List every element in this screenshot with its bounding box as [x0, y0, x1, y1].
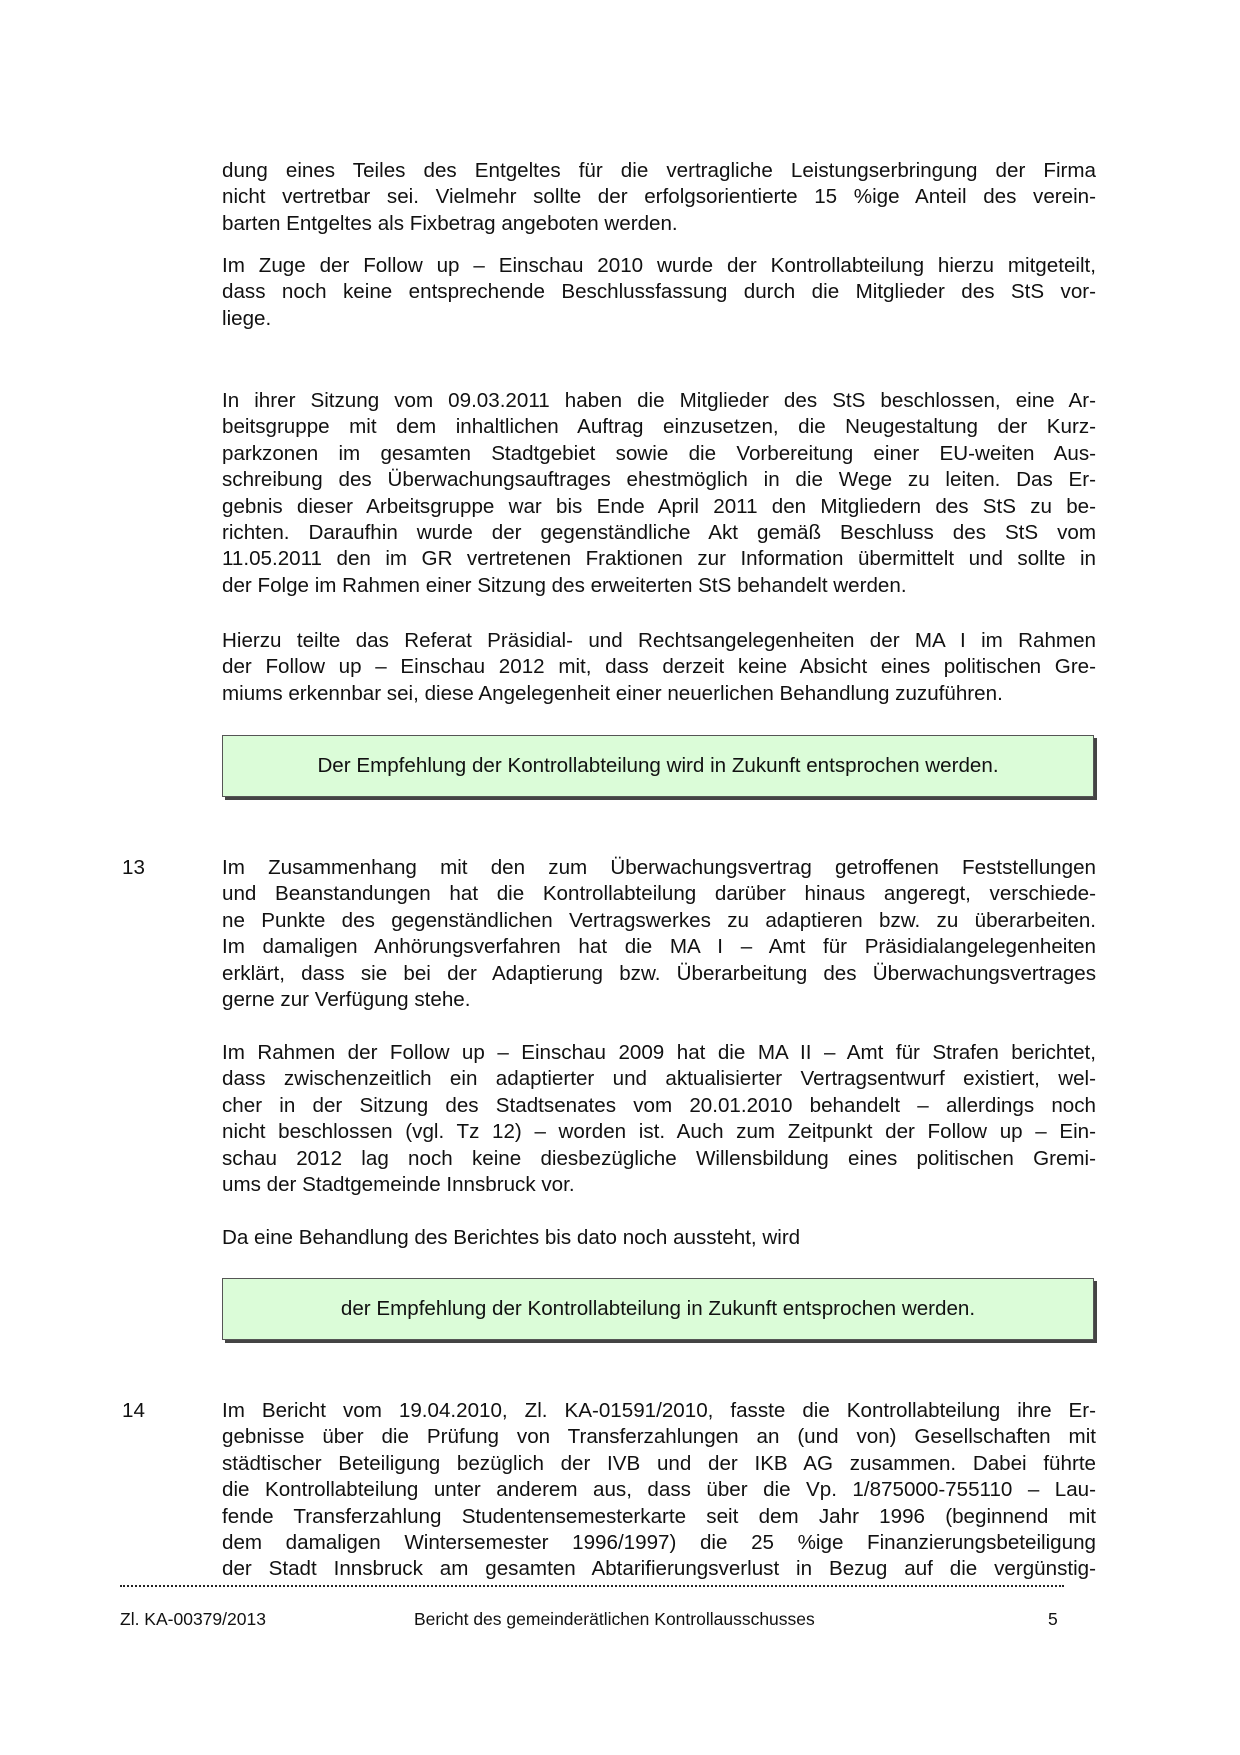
recommendation-box	[222, 1278, 1094, 1340]
text-line: gerne zur Verfügung stehe.	[222, 988, 471, 1012]
paragraph-sitzung-2011	[222, 388, 1096, 599]
text-line: dem damaligen Wintersemester 1996/1997) die 25 %ige Finanzierungsbeteiligung	[222, 1531, 1096, 1555]
text-line: fende Transferzahlung Studentensemesterkarte seit dem Jahr 1996 (beginnend mit	[222, 1504, 1096, 1528]
footer-reference: Zl. KA-00379/2013	[120, 1609, 266, 1629]
text-line: Im Rahmen der Follow up – Einschau 2009 hat die MA II – Amt für Strafen berichtet,	[222, 1041, 1096, 1064]
text-line: Im Zusammenhang mit den zum Überwachungsvertrag getroffenen Feststellungen	[222, 856, 1096, 879]
text-line: Im Bericht vom 19.04.2010, Zl. KA-01591/2010, fasste die Kontrollabteilung ihre Er-	[222, 1399, 1096, 1422]
text-line: städtischer Beteiligung bezüglich der IVB und der IKB AG zusammen. Dabei führte	[222, 1451, 1096, 1475]
text-line: schreibung des Überwachungsauftrages ehestmöglich in die Wege zu leiten. Das Er-	[222, 468, 1096, 492]
recommendation-text: Der Empfehlung der Kontrollabteilung wird in Zukunft entsprochen werden.	[317, 754, 999, 777]
paragraph-behandlung	[222, 1225, 1096, 1251]
text-line: Hierzu teilte das Referat Präsidial- und Rechtsangelegenheiten der MA I im Rahmen	[222, 629, 1096, 652]
page-number: 5	[1048, 1609, 1058, 1629]
text-line: richten. Daraufhin wurde der gegenständliche Akt gemäß Beschluss des StS vom	[222, 521, 1096, 545]
text-line: Im Zuge der Follow up – Einschau 2010 wurde der Kontrollabteilung hierzu mitgeteilt,	[222, 254, 1096, 277]
paragraph-follow-up-2010	[222, 253, 1096, 332]
text-line: nicht vertretbar sei. Vielmehr sollte der erfolgsorientierte 15 %ige Anteil des verein-	[222, 185, 1096, 209]
text-line: Im damaligen Anhörungsverfahren hat die MA I – Amt für Präsidialangelegenheiten	[222, 935, 1096, 959]
text-line: liege.	[222, 306, 272, 330]
section-number: 14	[122, 1399, 145, 1422]
paragraph-transferzahlungen	[222, 1398, 1096, 1583]
text-line: dung eines Teiles des Entgeltes für die vertragliche Leistungserbringung der Firma	[222, 159, 1096, 182]
recommendation-text: der Empfehlung der Kontrollabteilung in Zukunft entsprochen werden.	[340, 1297, 976, 1320]
text-line: ne Punkte des gegenständlichen Vertragswerkes zu adaptieren bzw. zu überarbeiten.	[222, 908, 1096, 932]
footer-title: Bericht des gemeinderätlichen Kontrollausschusses	[414, 1609, 815, 1629]
text-line: nicht beschlossen (vgl. Tz 12) – worden ist. Auch zum Zeitpunkt der Follow up – Ein-	[222, 1120, 1096, 1144]
text-line: parkzonen im gesamten Stadtgebiet sowie die Vorbereitung einer EU-weiten Aus-	[222, 441, 1096, 465]
paragraph-referat	[222, 628, 1096, 707]
text-line: ums der Stadtgemeinde Innsbruck vor.	[222, 1173, 575, 1197]
text-line: die Kontrollabteilung unter anderem aus, dass über die Vp. 1/875000-755110 – Lau-	[222, 1478, 1096, 1502]
text-line: barten Entgeltes als Fixbetrag angeboten werden.	[222, 211, 678, 235]
text-line: Da eine Behandlung des Berichtes bis dato noch aussteht, wird	[222, 1226, 801, 1249]
text-line: der Stadt Innsbruck am gesamten Abtarifierungsverlust in Bezug auf die vergünstig-	[222, 1557, 1096, 1581]
text-line: beitsgruppe mit dem inhaltlichen Auftrag einzusetzen, die Neugestaltung der Kurz-	[222, 415, 1096, 439]
text-line: gebnisse über die Prüfung von Transferzahlungen an (und von) Gesellschaften mit	[222, 1425, 1096, 1449]
text-line: cher in der Sitzung des Stadtsenates vom 20.01.2010 behandelt – allerdings noch	[222, 1093, 1096, 1117]
text-line: 11.05.2011 den im GR vertretenen Fraktionen zur Information übermittelt und sollte in	[222, 547, 1096, 571]
text-line: gebnis dieser Arbeitsgruppe war bis Ende April 2011 den Mitgliedern des StS zu be-	[222, 494, 1096, 518]
text-line: dass noch keine entsprechende Beschlussfassung durch die Mitglieder des StS vor-	[222, 280, 1096, 304]
recommendation-box	[222, 735, 1094, 797]
text-line: und Beanstandungen hat die Kontrollabteilung darüber hinaus angeregt, verschiede-	[222, 882, 1096, 906]
text-line: der Follow up – Einschau 2012 mit, dass derzeit keine Absicht eines politischen Gre-	[222, 655, 1096, 679]
paragraph-follow-up-2009	[222, 1040, 1096, 1198]
paragraph-ueberwachungsvertrag	[222, 855, 1096, 1013]
footer-divider	[120, 1585, 1064, 1587]
paragraph-continuation	[222, 158, 1096, 237]
text-line: dass zwischenzeitlich ein adaptierter und aktualisierter Vertragsentwurf existiert, wel-	[222, 1067, 1096, 1091]
section-number: 13	[122, 856, 145, 879]
text-line: erklärt, dass sie bei der Adaptierung bzw. Überarbeitung des Überwachungsvertrages	[222, 961, 1096, 985]
text-line: miums erkennbar sei, diese Angelegenheit einer neuerlichen Behandlung zuzuführen.	[222, 681, 1003, 705]
text-line: schau 2012 lag noch keine diesbezügliche Willensbildung eines politischen Gremi-	[222, 1146, 1096, 1170]
text-line: der Folge im Rahmen einer Sitzung des erweiterten StS behandelt werden.	[222, 573, 907, 597]
text-line: In ihrer Sitzung vom 09.03.2011 haben die Mitglieder des StS beschlossen, eine Ar-	[222, 389, 1096, 412]
